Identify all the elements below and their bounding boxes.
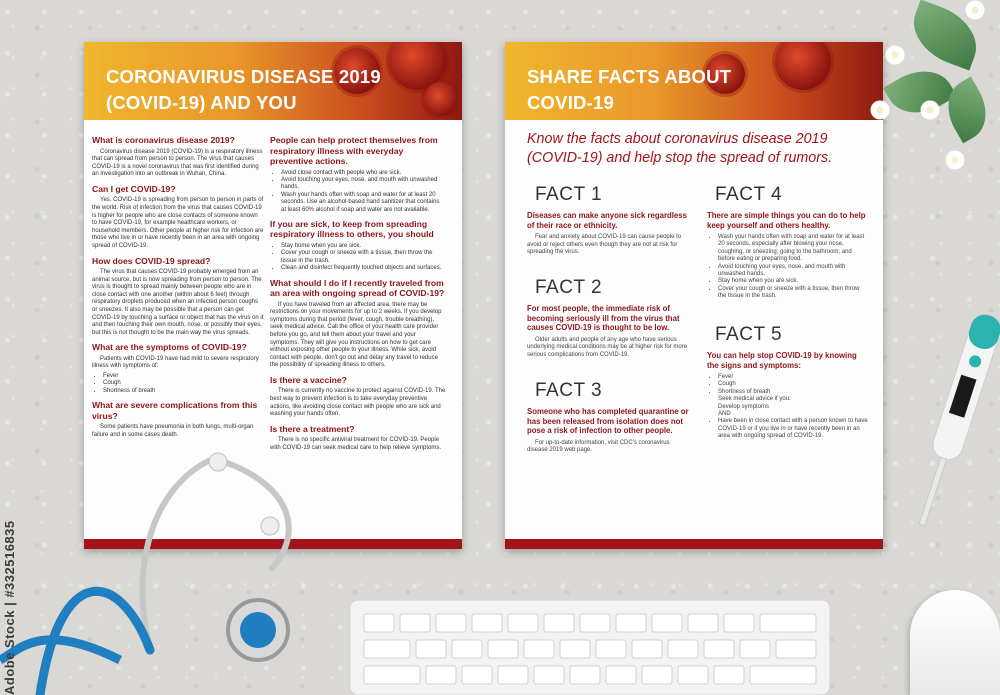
bullet-item: • Shortness of breath bbox=[103, 388, 264, 395]
fact-paragraph: Fear and anxiety about COVID-19 can cause people to avoid or reject others even though they are not at risk for spreading the virus. bbox=[527, 234, 682, 256]
section-heading: What should I do if I recently traveled from an area with ongoing spread of COVID-19? bbox=[270, 277, 445, 299]
thermometer bbox=[895, 300, 1000, 540]
bullet-item: Develop symptoms bbox=[718, 403, 770, 410]
section-paragraph: Patients with COVID-19 have had mild to severe respiratory illness with symptoms of: bbox=[92, 355, 259, 370]
bullet-item: • Cover your cough or sneeze with a tissue, then throw the tissue in the trash. bbox=[281, 250, 446, 265]
watermark-text: Adobe Stock | #332516835 bbox=[2, 520, 17, 695]
bullet-item: • Wash your hands often with soap and water for at least 20 seconds. Use an alcohol-based hand sanitizer that contains at least 60% alcohol if soap and water are not available. bbox=[281, 192, 446, 214]
text-column-2 bbox=[270, 130, 446, 454]
section-paragraph: There is no specific antiviral treatment for COVID-19. People with COVID-19 can seek medical care to help relieve symptoms. bbox=[270, 437, 442, 451]
virus-graphic bbox=[775, 42, 831, 90]
bullet-item: • Cover your cough or sneeze with a tissue, then throw the tissue in the trash. bbox=[718, 286, 869, 301]
bullet-item: • Avoid close contact with people who are sick. bbox=[281, 170, 446, 177]
section-heading: How does COVID-19 spread? bbox=[92, 255, 211, 266]
section-heading: What are severe complications from this virus? bbox=[92, 400, 258, 421]
bullet-list bbox=[92, 373, 264, 395]
fact-paragraph: Older adults and people of any age who have serious underlying medical conditions may be at higher risk for more serious complications from COVID-19. bbox=[527, 336, 688, 358]
stethoscope bbox=[0, 450, 330, 695]
fact-block bbox=[527, 277, 689, 359]
section-paragraph: The virus that causes COVID-19 probably emerged from an animal source, but is now spreading from person to person. The virus is thought to spread mainly between people who are in close contact with one another (within about 6 feet) through respiratory droplets produced when an infected person coughs or sneezes. It also may be possible that a person can get COVID-19 by touching a surface or object that has the virus on it and then touching their own mouth, nose, or possibly their eyes, but this is not thought to be the main way the virus spreads. bbox=[92, 269, 264, 336]
fact-block bbox=[527, 184, 689, 257]
section-heading: Can I get COVID-19? bbox=[92, 183, 176, 194]
fact-label: FACT 3 bbox=[535, 380, 603, 401]
fact-heading: For most people, the immediate risk of becoming seriously ill from the virus that causes COVID-19 is thought to be low. bbox=[527, 304, 680, 332]
bullet-item: • Fever bbox=[718, 374, 869, 381]
bullet-list bbox=[707, 234, 869, 301]
tagline: Know the facts about coronavirus disease 2019 (COVID-19) and help stop the spread of rumors. bbox=[527, 131, 833, 166]
bullet-item: • Wash your hands often with soap and water for at least 20 seconds, especially after blowing your nose, coughing, or sneezing; going to the bathroom; and before eating or preparing food. bbox=[718, 234, 869, 264]
title-line: (COVID-19) AND YOU bbox=[106, 92, 297, 113]
flyer-title bbox=[527, 64, 731, 116]
bullet-list bbox=[270, 243, 446, 273]
section-paragraph: If you have traveled from an affected area, there may be restrictions on your movements for up to 2 weeks. If you develop symptoms during that period (fever, cough, trouble breathing), seek medical advice. Call the office of your health care provider before you go, and tell them about your travel and your symptoms. They will give you instructions on how to get care without exposing other people to your illness. While sick, avoid contact with people, don't go out and delay any travel to reduce the possibility of spreading illness to others. bbox=[270, 301, 442, 369]
section-paragraph: There is currently no vaccine to protect against COVID-19. The best way to prevent infection is to take everyday preventive actions, like avoiding close contact with people who are sick and washing your hands often. bbox=[270, 388, 446, 418]
section-heading: What is coronavirus disease 2019? bbox=[92, 135, 235, 145]
plant-decoration bbox=[880, 0, 1000, 190]
bullet-list bbox=[707, 374, 869, 441]
keyboard bbox=[350, 600, 830, 695]
fact-label: FACT 2 bbox=[535, 277, 603, 298]
fact-heading: There are simple things you can do to help keep yourself and others healthy. bbox=[707, 211, 866, 230]
header-banner bbox=[505, 42, 883, 120]
header-banner bbox=[84, 42, 462, 120]
virus-graphic bbox=[424, 82, 458, 116]
fact-block bbox=[707, 184, 869, 301]
bullet-item: Seek medical advice if you: bbox=[718, 396, 791, 403]
flyer-title bbox=[106, 64, 381, 116]
footer-bar bbox=[505, 539, 883, 549]
bullet-item: • Cough bbox=[718, 381, 869, 388]
fact-label: FACT 1 bbox=[535, 184, 603, 205]
bullet-item: • Shortness of breath bbox=[718, 389, 869, 396]
section-heading: Is there a vaccine? bbox=[270, 374, 347, 385]
bullet-item: • Stay home when you are sick. bbox=[281, 243, 446, 250]
bullet-item: • Fever bbox=[103, 373, 264, 380]
bullet-item: • Avoid touching your eyes, nose, and mouth with unwashed hands. bbox=[718, 264, 869, 279]
title-line: COVID-19 bbox=[527, 92, 614, 113]
fact-block bbox=[707, 324, 869, 441]
mouse bbox=[910, 590, 1000, 695]
section-paragraph: Yes. COVID-19 is spreading from person to person in parts of the world. Risk of infection from the virus that causes COVID-19 is higher for people who are close contacts of someone known to have COVID-19, for example healthcare workers, or household members. Other people at higher risk for infection are those who live in or have recently been in an area with ongoing spread of COVID-19. bbox=[92, 197, 264, 249]
fact-heading: Diseases can make anyone sick regardless of their race or ethnicity. bbox=[527, 211, 687, 230]
section-heading: What are the symptoms of COVID-19? bbox=[92, 342, 247, 353]
title-line: SHARE FACTS ABOUT bbox=[527, 66, 732, 87]
fact-heading: You can help stop COVID-19 by knowing the signs and symptoms: bbox=[707, 351, 857, 370]
bullet-item: AND bbox=[718, 411, 731, 418]
bullet-item: • Avoid touching your eyes, nose, and mouth with unwashed hands. bbox=[281, 177, 446, 192]
watermark bbox=[2, 470, 24, 695]
fact-heading: Someone who has completed quarantine or has been released from isolation does not pose a risk of infection to other people. bbox=[527, 407, 689, 435]
bullet-item: • Have been in close contact with a person known to have COVID-19 or if you live in or have recently been in an area with ongoing spread of COVID-19. bbox=[718, 418, 869, 440]
bullet-item: • Stay home when you are sick. bbox=[718, 278, 869, 285]
fact-block bbox=[527, 380, 689, 455]
title-line: CORONAVIRUS DISEASE 2019 bbox=[106, 66, 381, 87]
fact-label: FACT 5 bbox=[715, 324, 783, 345]
fact-label: FACT 4 bbox=[715, 184, 783, 205]
section-paragraph: Coronavirus disease 2019 (COVID-19) is a respiratory illness that can spread from person to person. The virus that causes COVID-19 is a novel coronavirus that was first identified during an investigation into an outbreak in Wuhan, China. bbox=[92, 148, 263, 178]
fact-paragraph: For up-to-date information, visit CDC's coronavirus disease 2019 web page. bbox=[527, 439, 670, 454]
section-paragraph: Some patients have pneumonia in both lungs, multi-organ failure and in some cases death. bbox=[92, 424, 254, 438]
bullet-item: • Cough bbox=[103, 380, 264, 387]
bullet-item: • Clean and disinfect frequently touched objects and surfaces. bbox=[281, 265, 446, 272]
bullet-list bbox=[270, 170, 446, 214]
section-heading: If you are sick, to keep from spreading respiratory illness to others, you should bbox=[270, 218, 434, 240]
flyer-share-facts bbox=[505, 42, 883, 549]
text-column-1 bbox=[92, 130, 264, 441]
section-heading: Is there a treatment? bbox=[270, 423, 355, 434]
section-heading: People can help protect themselves from respiratory illness with everyday preventive actions. bbox=[270, 135, 438, 166]
